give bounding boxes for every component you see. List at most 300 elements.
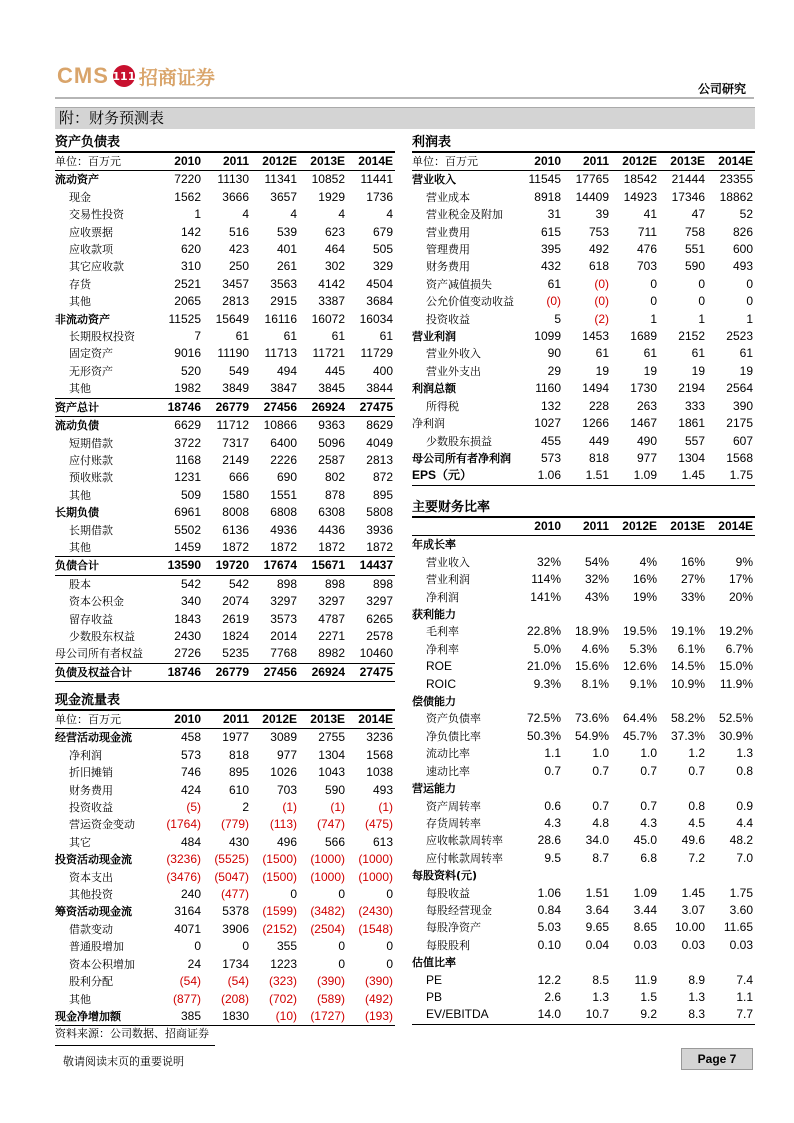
- unit-label: [412, 518, 515, 536]
- cell-value: 613: [372, 834, 393, 849]
- table-row: [55, 363, 395, 380]
- year-header: 2011: [563, 153, 611, 171]
- cell-value: [611, 867, 659, 884]
- cell-value: 3657: [270, 189, 297, 204]
- row-label: 营业费用: [426, 225, 470, 239]
- cell-value: 19%: [632, 589, 657, 604]
- table-row: [412, 398, 755, 415]
- cell-value: [659, 780, 707, 797]
- row-label: 流动比率: [426, 747, 470, 761]
- cell-value: (1): [282, 800, 297, 815]
- cell-value: 5235: [222, 646, 249, 661]
- cell-value: 10.9%: [670, 676, 705, 691]
- row-label: 长期负债: [55, 506, 99, 520]
- cell-value: 8982: [318, 646, 345, 661]
- table-row: [412, 311, 755, 328]
- cell-value: 61: [331, 329, 345, 344]
- cell-value: [659, 693, 707, 710]
- year-header: 2014E: [707, 153, 755, 171]
- cell-value: 14.5%: [670, 659, 705, 674]
- cell-value: 11341: [264, 172, 297, 187]
- row-label: 母公司所有者权益: [55, 647, 143, 661]
- table-row: [412, 536, 755, 554]
- cell-value: 3297: [318, 594, 345, 609]
- cash-flow-section: [55, 693, 395, 1026]
- cell-value: 11713: [264, 346, 297, 361]
- cell-value: (702): [268, 991, 297, 1006]
- cell-value: (3482): [310, 904, 345, 919]
- cell-value: 1872: [366, 539, 393, 554]
- cell-value: 26779: [203, 663, 251, 681]
- cell-value: 3.60: [729, 902, 753, 917]
- cell-value: 610: [228, 782, 249, 797]
- year-header: 2013E: [299, 153, 347, 171]
- cell-value: 826: [732, 224, 753, 239]
- table-row: [412, 380, 755, 397]
- cell-value: 302: [324, 259, 345, 274]
- cell-value: 6961: [174, 505, 201, 520]
- cell-value: 539: [276, 224, 297, 239]
- year-header: 2010: [515, 518, 563, 536]
- cell-value: [611, 606, 659, 623]
- row-label: 非流动资产: [55, 312, 110, 326]
- cell-value: 0: [746, 276, 753, 291]
- cell-value: 1: [650, 311, 657, 326]
- row-label: 资产减值损失: [426, 277, 492, 291]
- cell-value: 329: [372, 259, 393, 274]
- year-header: 2014E: [347, 153, 395, 171]
- cell-value: 1929: [318, 189, 345, 204]
- cell-value: (1000): [358, 852, 393, 867]
- cell-value: 31: [547, 207, 561, 222]
- cell-value: 18746: [155, 398, 203, 416]
- cell-value: (390): [364, 974, 393, 989]
- cell-value: 4.3: [640, 815, 657, 830]
- cell-value: 9363: [318, 418, 345, 433]
- cell-value: 14437: [347, 557, 395, 575]
- cell-value: 753: [588, 224, 609, 239]
- cell-value: 1.3: [688, 989, 705, 1004]
- table-row: [55, 189, 395, 206]
- table-row: [412, 433, 755, 450]
- cell-value: [563, 954, 611, 971]
- cell-value: 58.2%: [670, 711, 705, 726]
- table-row: [55, 851, 395, 868]
- row-label: 营业成本: [426, 190, 470, 204]
- row-label: 流动负债: [55, 419, 99, 433]
- cell-value: 493: [372, 782, 393, 797]
- cell-value: 45.0: [633, 833, 657, 848]
- cell-value: 455: [540, 433, 561, 448]
- cell-value: 90: [547, 346, 561, 361]
- cell-value: (0): [546, 294, 561, 309]
- cell-value: (10): [251, 1008, 299, 1026]
- row-label: 营业收入: [426, 555, 470, 569]
- cell-value: 11190: [217, 346, 249, 361]
- cell-value: 573: [180, 747, 201, 762]
- cell-value: 11.9%: [719, 676, 753, 691]
- row-label: 交易性投资: [69, 208, 124, 222]
- table-row: [55, 539, 395, 557]
- row-label: 应收帐款周转率: [426, 834, 503, 848]
- row-label: 少数股东权益: [69, 629, 135, 643]
- cell-value: [659, 954, 707, 971]
- cell-value: 21444: [671, 172, 705, 187]
- cell-value: 8.1%: [581, 676, 609, 691]
- cell-value: 1231: [174, 470, 201, 485]
- row-label: 资产周转率: [426, 799, 481, 813]
- cell-value: 0.84: [537, 902, 561, 917]
- cell-value: 5: [554, 311, 561, 326]
- cell-value: 2.6: [544, 989, 561, 1004]
- year-header: 2012E: [251, 153, 299, 171]
- cell-value: 9.3%: [533, 676, 561, 691]
- cell-value: 45.7%: [622, 728, 657, 743]
- logo-latin: CMS: [57, 63, 109, 88]
- table-row: [55, 611, 395, 628]
- cell-value: 12.6%: [622, 659, 657, 674]
- table-row: [412, 363, 755, 380]
- row-label: 母公司所有者净利润: [412, 451, 511, 465]
- cell-value: 2915: [270, 294, 297, 309]
- cell-value: 0: [338, 956, 345, 971]
- cell-value: 496: [276, 834, 297, 849]
- cell-value: 9.2: [611, 1006, 659, 1024]
- cell-value: 16%: [632, 572, 657, 587]
- cell-value: 33%: [680, 589, 705, 604]
- table-row: [55, 258, 395, 275]
- year-header: 2011: [563, 518, 611, 536]
- cell-value: 47: [691, 207, 705, 222]
- cell-value: 615: [540, 224, 561, 239]
- table-row: [55, 452, 395, 469]
- cell-value: 3.07: [681, 902, 705, 917]
- cell-value: 0: [242, 939, 249, 954]
- row-label: 年成长率: [412, 538, 456, 552]
- row-label: 营业外收入: [426, 347, 481, 361]
- table-row: [412, 972, 755, 989]
- cell-value: 6.8: [640, 850, 657, 865]
- cell-value: 7.4: [736, 972, 753, 987]
- cell-value: 64.4%: [622, 711, 657, 726]
- cell-value: 52.5%: [718, 711, 753, 726]
- table-row: [55, 345, 395, 362]
- cell-value: 15.6%: [574, 659, 609, 674]
- cell-value: 0: [650, 276, 657, 291]
- row-label: 净利润: [69, 748, 102, 762]
- cell-value: 3936: [366, 522, 393, 537]
- cell-value: 7768: [270, 646, 297, 661]
- row-label: 毛利率: [426, 625, 459, 639]
- cell-value: 11.65: [723, 920, 753, 935]
- year-header: 2012E: [611, 153, 659, 171]
- row-label: 股利分配: [69, 975, 113, 989]
- unit-label: 单位：百万元: [55, 153, 155, 171]
- cell-value: 72.5%: [526, 711, 561, 726]
- cell-value: 0: [386, 939, 393, 954]
- cell-value: 4.4: [736, 815, 753, 830]
- cell-value: (5): [186, 800, 201, 815]
- row-label: 每股收益: [426, 886, 470, 900]
- cell-value: (477): [220, 887, 249, 902]
- cell-value: 11.9: [634, 972, 657, 987]
- table-header-row: [55, 153, 395, 171]
- cell-value: 43%: [584, 589, 609, 604]
- cell-value: 3236: [366, 730, 393, 745]
- row-label: 财务费用: [69, 783, 113, 797]
- row-label: 估值比率: [412, 956, 456, 970]
- cell-value: 3722: [174, 435, 201, 450]
- cell-value: 2014: [270, 628, 297, 643]
- cell-value: 4436: [318, 522, 345, 537]
- row-label: 少数股东损益: [426, 434, 492, 448]
- income-statement-section: [412, 135, 755, 486]
- ratios-table: [412, 518, 755, 1025]
- cell-value: 1038: [366, 765, 393, 780]
- table-row: [55, 938, 395, 955]
- cell-value: 505: [372, 242, 393, 257]
- cell-value: 5.03: [537, 920, 561, 935]
- row-label: 长期股权投资: [69, 330, 135, 344]
- cell-value: (193): [347, 1008, 395, 1026]
- ratios-section: [412, 500, 755, 1025]
- cell-value: 11545: [528, 172, 561, 187]
- table-row: [55, 921, 395, 938]
- cell-value: 1.45: [659, 467, 707, 485]
- cell-value: 484: [180, 834, 201, 849]
- cell-value: 520: [180, 363, 201, 378]
- cell-value: 4936: [270, 522, 297, 537]
- cell-value: 449: [588, 433, 609, 448]
- cell-value: 600: [732, 242, 753, 257]
- cell-value: [707, 693, 755, 710]
- cell-value: 5378: [222, 904, 249, 919]
- table-row: [412, 571, 755, 588]
- row-label: 股本: [69, 577, 91, 591]
- row-label: 偿债能力: [412, 695, 456, 709]
- cell-value: 1551: [270, 487, 297, 502]
- cell-value: 0.9: [736, 798, 753, 813]
- row-label: 其他投资: [69, 888, 113, 902]
- cell-value: 14923: [623, 189, 657, 204]
- cell-value: 7220: [174, 172, 201, 187]
- cell-value: 48.2: [729, 833, 753, 848]
- table-row: [55, 747, 395, 764]
- cell-value: 19.2%: [718, 624, 753, 639]
- cell-value: (113): [269, 817, 297, 832]
- income-statement-table: [412, 153, 755, 486]
- row-label: 投资收益: [426, 312, 470, 326]
- cell-value: (1000): [358, 869, 393, 884]
- cell-value: 8.7: [592, 850, 609, 865]
- cell-value: (747): [316, 817, 345, 832]
- table-row: [55, 206, 395, 223]
- cell-value: 37.3%: [670, 728, 705, 743]
- row-label: 应付帐款周转率: [426, 851, 503, 865]
- cell-value: 0: [194, 939, 201, 954]
- cell-value: 14409: [575, 189, 609, 204]
- row-label: 管理费用: [426, 243, 470, 257]
- cell-value: 0.8: [688, 798, 705, 813]
- cell-value: 3089: [270, 730, 297, 745]
- cell-value: 1026: [270, 765, 297, 780]
- cell-value: 15671: [299, 557, 347, 575]
- cell-value: [611, 693, 659, 710]
- cell-value: [707, 954, 755, 971]
- table-row: [55, 328, 395, 345]
- cell-value: 310: [180, 259, 201, 274]
- table-row: [55, 903, 395, 920]
- cell-value: [563, 606, 611, 623]
- report-type-label: 公司研究: [697, 82, 746, 96]
- table-row: [412, 189, 755, 206]
- cell-value: 1099: [534, 329, 561, 344]
- cell-value: 2523: [726, 329, 753, 344]
- cell-value: 1562: [174, 189, 201, 204]
- cell-value: 0.7: [544, 763, 561, 778]
- row-label: 营业收入: [412, 173, 456, 187]
- table-header-row: [412, 153, 755, 171]
- balance-sheet-section: [55, 135, 395, 682]
- cell-value: 895: [228, 765, 249, 780]
- cell-value: 1.2: [688, 746, 705, 761]
- row-label: 现金净增加额: [55, 1008, 155, 1026]
- cell-value: 2521: [174, 276, 201, 291]
- cell-value: [563, 693, 611, 710]
- table-row: [412, 224, 755, 241]
- row-label: 营业外支出: [426, 364, 481, 378]
- table-row: [55, 293, 395, 310]
- cell-value: 9.5: [544, 850, 561, 865]
- cell-value: 61: [283, 329, 297, 344]
- cell-value: 1: [194, 207, 201, 222]
- cell-value: 898: [276, 576, 297, 591]
- table-row: [412, 902, 755, 919]
- cell-value: 11721: [312, 346, 345, 361]
- cell-value: 26924: [299, 663, 347, 681]
- cell-value: 542: [228, 576, 249, 591]
- cell-value: 493: [732, 259, 753, 274]
- cell-value: 22.8%: [526, 624, 561, 639]
- cell-value: 566: [324, 834, 345, 849]
- cell-value: 1223: [270, 956, 297, 971]
- cell-value: 0: [386, 956, 393, 971]
- cell-value: 0.10: [537, 937, 561, 952]
- cell-value: 2619: [222, 611, 249, 626]
- cell-value: (3236): [166, 852, 201, 867]
- cell-value: 0.03: [681, 937, 705, 952]
- row-label: 资本公积增加: [69, 957, 135, 971]
- cell-value: 573: [540, 450, 561, 465]
- table-row: [412, 467, 755, 485]
- cell-value: 19.5%: [622, 624, 657, 639]
- cell-value: 0: [650, 294, 657, 309]
- table-row: [55, 487, 395, 504]
- cell-value: 9%: [735, 554, 753, 569]
- cell-value: (589): [316, 991, 345, 1006]
- cell-value: 61: [691, 346, 705, 361]
- source-note: 资料来源：公司数据、招商证券: [55, 1027, 209, 1040]
- cell-value: 1824: [222, 628, 249, 643]
- cell-value: (1500): [262, 869, 297, 884]
- cell-value: 4: [290, 207, 297, 222]
- cell-value: 3844: [366, 381, 393, 396]
- cell-value: 261: [276, 259, 297, 274]
- balance-sheet-title: 资产负债表: [55, 135, 395, 153]
- cell-value: 19: [739, 363, 753, 378]
- section-banner: 附：财务预测表: [55, 107, 755, 129]
- cell-value: 27475: [347, 398, 395, 416]
- cell-value: 2194: [678, 381, 705, 396]
- cell-value: 1459: [174, 539, 201, 554]
- cell-value: 818: [228, 747, 249, 762]
- cell-value: 1568: [726, 450, 753, 465]
- cell-value: 14.0: [515, 1006, 563, 1024]
- cell-value: 3387: [318, 294, 345, 309]
- cell-value: [515, 693, 563, 710]
- table-row: [412, 206, 755, 223]
- cell-value: (2430): [358, 904, 393, 919]
- cell-value: 6400: [270, 435, 297, 450]
- cell-value: 4.8: [592, 815, 609, 830]
- cell-value: 551: [684, 242, 705, 257]
- cell-value: 333: [684, 398, 705, 413]
- cell-value: 424: [180, 782, 201, 797]
- year-header: 2014E: [347, 711, 395, 729]
- table-row: [55, 469, 395, 486]
- cell-value: 19: [595, 363, 609, 378]
- row-label: 净利润: [426, 590, 459, 604]
- table-row: [55, 645, 395, 663]
- row-label: 经营活动现金流: [55, 731, 132, 745]
- cell-value: 61: [379, 329, 393, 344]
- cell-value: 16034: [359, 311, 393, 326]
- cell-value: (1000): [310, 852, 345, 867]
- cell-value: 250: [228, 259, 249, 274]
- cell-value: 18542: [623, 172, 657, 187]
- cell-value: 5502: [174, 522, 201, 537]
- cell-value: 2271: [318, 628, 345, 643]
- cell-value: 0.04: [585, 937, 609, 952]
- cell-value: (5525): [214, 852, 249, 867]
- year-header: 2010: [155, 153, 203, 171]
- cell-value: 0.6: [544, 798, 561, 813]
- cell-value: 39: [595, 207, 609, 222]
- cell-value: 30.9%: [718, 728, 753, 743]
- cell-value: 1.06: [537, 885, 561, 900]
- cell-value: 3164: [174, 904, 201, 919]
- cell-value: 818: [588, 450, 609, 465]
- table-row: [55, 886, 395, 903]
- company-logo: [57, 62, 215, 90]
- row-label: 其它应收款: [69, 260, 124, 274]
- table-row: [412, 850, 755, 867]
- cell-value: 1.3: [592, 989, 609, 1004]
- cell-value: 27475: [347, 663, 395, 681]
- cell-value: 1.09: [633, 885, 657, 900]
- cell-value: 1266: [582, 416, 609, 431]
- cell-value: 21.0%: [526, 659, 561, 674]
- cell-value: (1548): [358, 921, 393, 936]
- table-row: [55, 729, 395, 747]
- cell-value: 0: [386, 887, 393, 902]
- cell-value: 3573: [270, 611, 297, 626]
- cell-value: (208): [220, 991, 249, 1006]
- row-label: 存货: [69, 277, 91, 291]
- logo-chinese: 招商证券: [138, 66, 215, 89]
- cell-value: 0.03: [633, 937, 657, 952]
- cell-value: 3906: [222, 921, 249, 936]
